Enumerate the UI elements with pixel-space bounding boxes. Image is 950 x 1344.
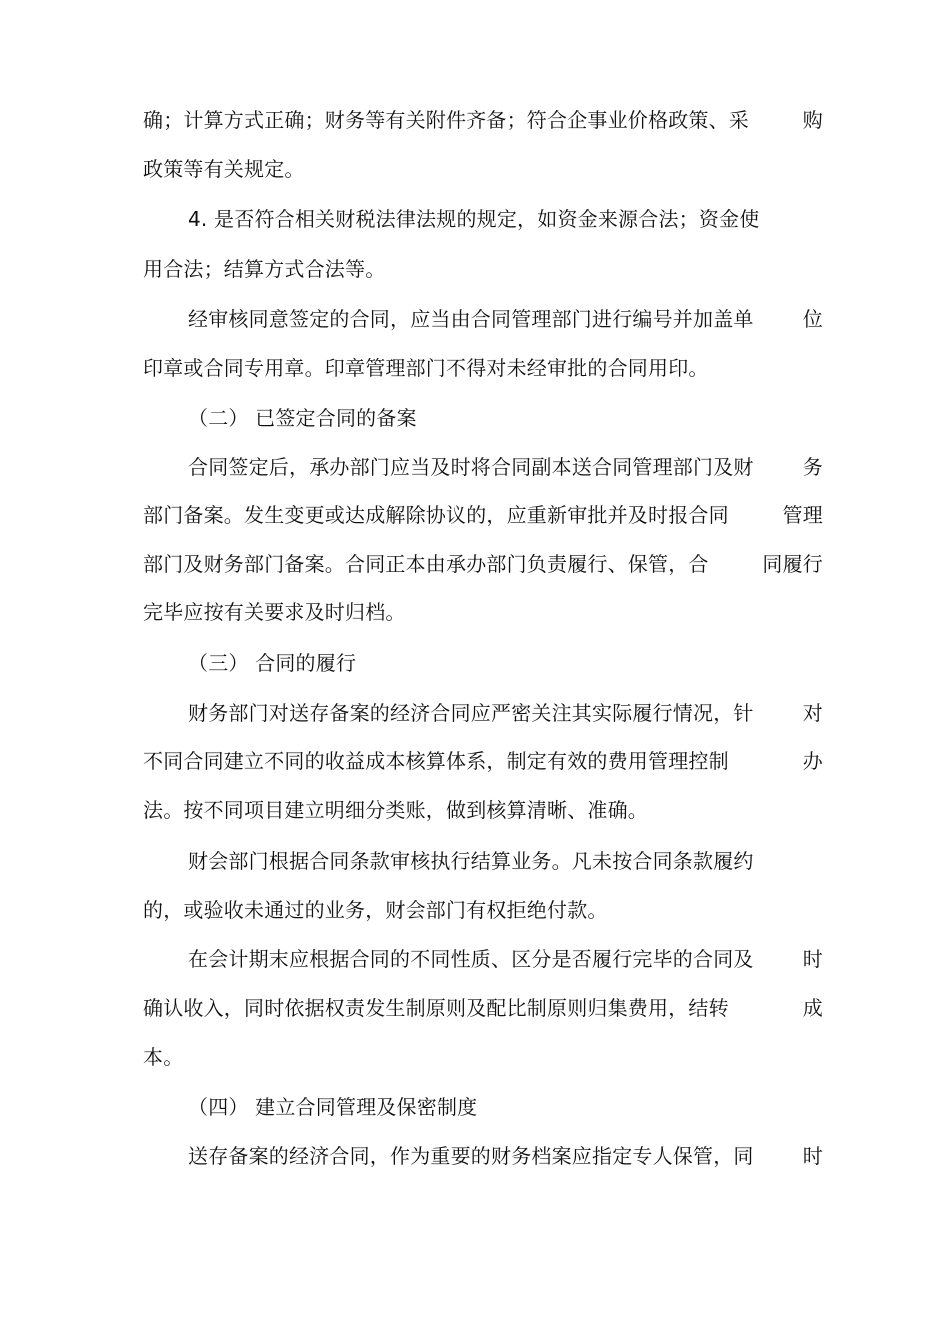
text-line <box>143 551 823 577</box>
text-line <box>188 946 823 972</box>
text-line <box>143 355 823 381</box>
text-segment: 法。按不同项目建立明细分类账，做到核算清晰、准确。 <box>143 798 648 822</box>
text-segment: 购 <box>802 108 823 132</box>
text-line <box>188 306 823 332</box>
text-segment: 部门备案。发生变更或达成解除协议的，应重新审批并及时报合同 <box>143 503 729 527</box>
text-segment: 对 <box>802 701 823 725</box>
text-segment: 管理 <box>782 503 823 527</box>
text-segment: 的，或验收未通过的业务，财会部门有权拒绝付款。 <box>143 898 608 922</box>
text-segment: 办 <box>802 749 823 773</box>
text-segment: 合同签定后，承办部门应当及时将合同副本送合同管理部门及财 <box>188 455 754 479</box>
text-segment: 同履行 <box>762 552 823 576</box>
text-line <box>143 897 823 923</box>
text-segment: 部门及财务部门备案。合同正本由承办部门负责履行、保管，合 <box>143 552 709 576</box>
text-line <box>143 995 823 1021</box>
text-segment: 4. 是否符合相关财税法律法规的规定，如资金来源合法；资金使 <box>188 207 760 231</box>
text-line <box>143 156 823 182</box>
text-segment: 送存备案的经济合同，作为重要的财务档案应指定专人保管，同 <box>188 1144 754 1168</box>
text-segment: 印章或合同专用章。印章管理部门不得对未经审批的合同用印。 <box>143 356 709 380</box>
text-line <box>143 1044 823 1070</box>
text-segment: 时 <box>802 947 823 971</box>
text-line <box>188 848 823 874</box>
text-line <box>188 454 823 480</box>
text-segment: 确；计算方式正确；财务等有关附件齐备；符合企事业价格政策、采 <box>143 108 749 132</box>
text-segment: 位 <box>802 307 823 331</box>
text-segment: 财会部门根据合同条款审核执行结算业务。凡未按合同条款履约 <box>188 849 754 873</box>
text-segment: 成 <box>802 996 823 1020</box>
text-line <box>143 107 823 133</box>
text-segment: 时 <box>802 1144 823 1168</box>
text-segment: 财务部门对送存备案的经济合同应严密关注其实际履行情况，针 <box>188 701 754 725</box>
text-segment: 用合法；结算方式合法等。 <box>143 257 386 281</box>
text-segment: 完毕应按有关要求及时归档。 <box>143 600 406 624</box>
text-segment: 确认收入，同时依据权责发生制原则及配比制原则归集费用，结转 <box>143 996 729 1020</box>
text-line <box>143 599 823 625</box>
text-line <box>143 502 823 528</box>
text-segment: 务 <box>802 455 823 479</box>
section-heading: （三） 合同的履行 <box>188 651 357 675</box>
text-segment: 在会计期末应根据合同的不同性质、区分是否履行完毕的合同及 <box>188 947 754 971</box>
text-line <box>143 256 823 282</box>
text-segment: 不同合同建立不同的收益成本核算体系，制定有效的费用管理控制 <box>143 749 729 773</box>
text-segment: 本。 <box>143 1045 184 1069</box>
text-line <box>188 206 823 232</box>
text-segment: 经审核同意签定的合同，应当由合同管理部门进行编号并加盖单 <box>188 307 754 331</box>
text-line <box>143 797 823 823</box>
section-heading: （二） 已签定合同的备案 <box>188 406 417 430</box>
section-heading: （四） 建立合同管理及保密制度 <box>188 1095 478 1119</box>
text-line <box>188 700 823 726</box>
text-segment: 政策等有关规定。 <box>143 157 305 181</box>
text-line <box>188 1143 823 1169</box>
text-line <box>143 748 823 774</box>
